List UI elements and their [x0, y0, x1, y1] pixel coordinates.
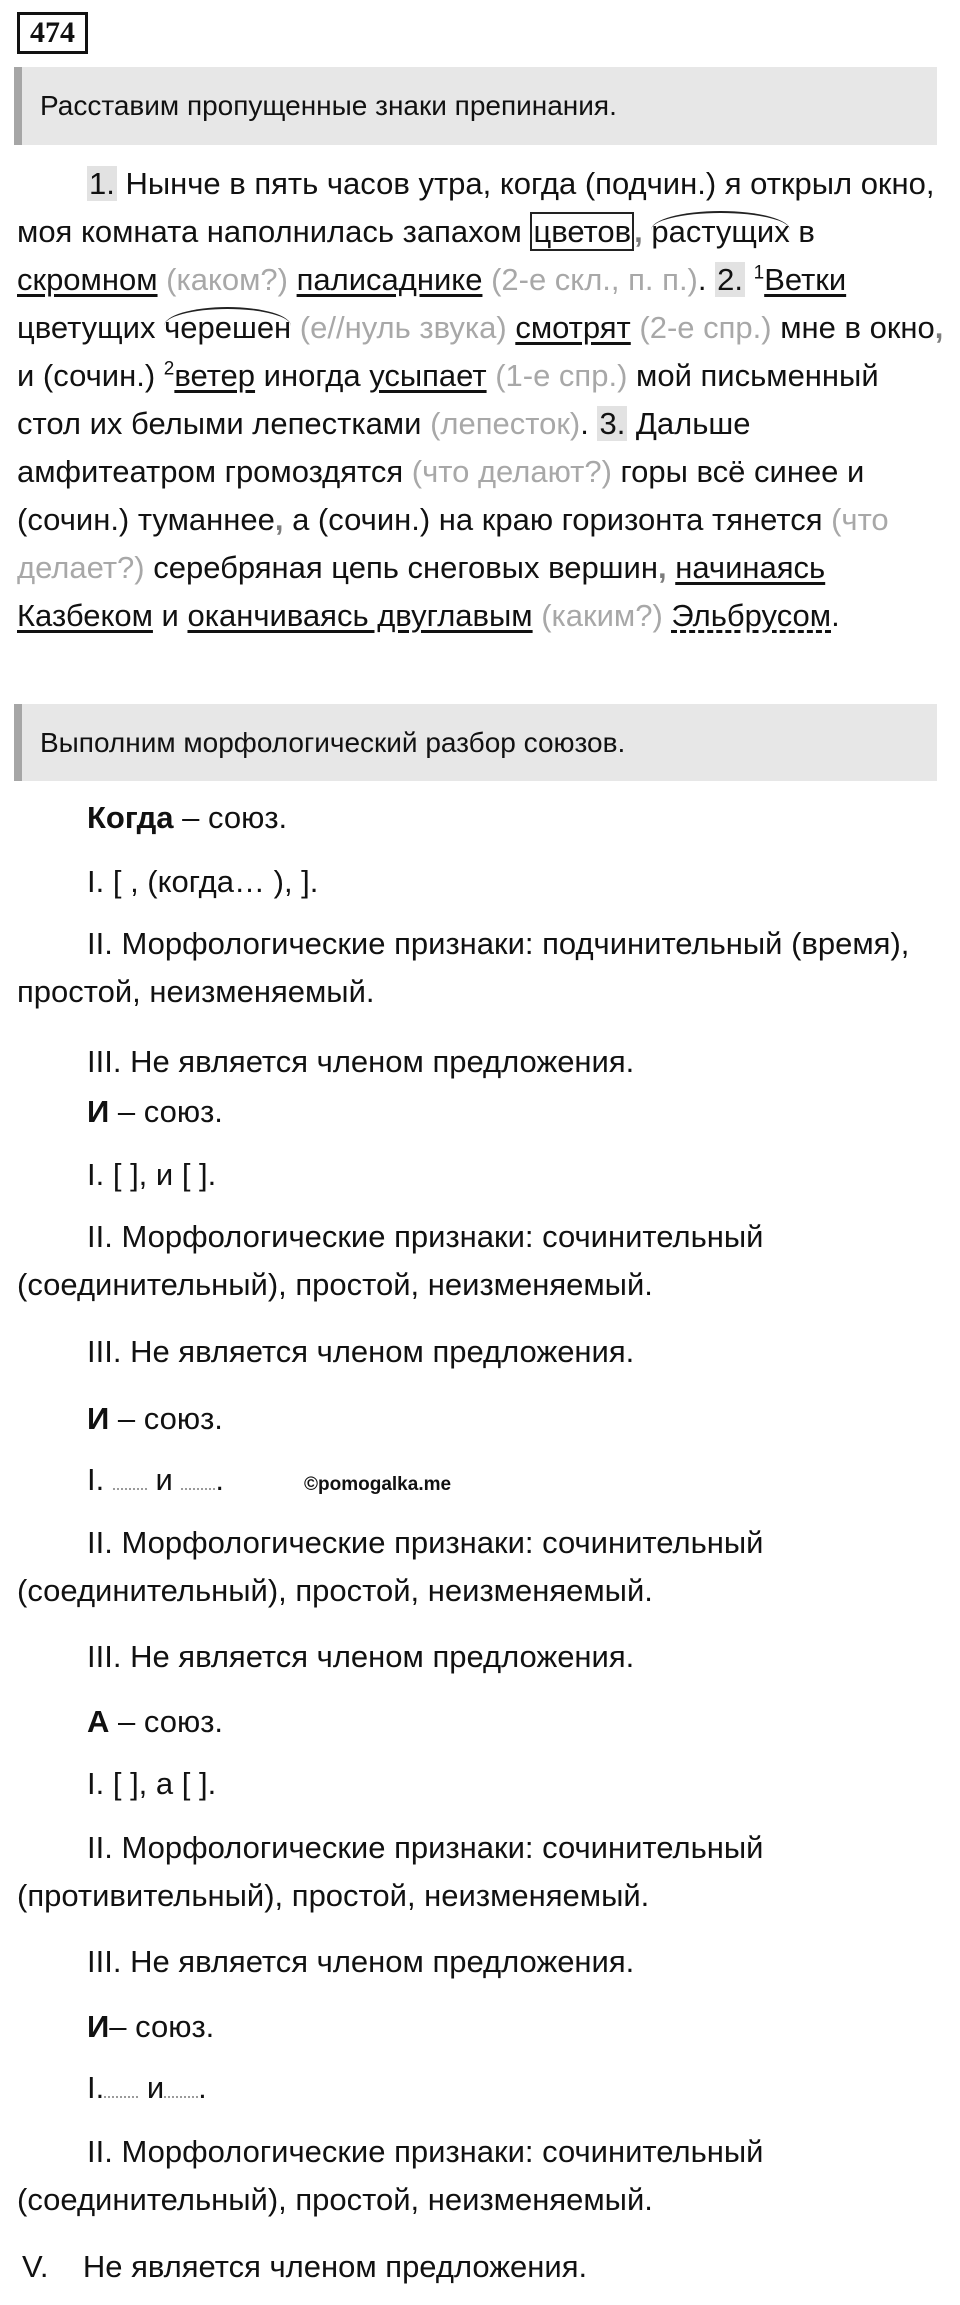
- text: и: [152, 598, 188, 633]
- word-rastushchih: растущих: [651, 211, 789, 249]
- conjunction-heading: [87, 2005, 214, 2049]
- section-banner-analysis: [14, 704, 937, 781]
- hint: (что делает?): [17, 502, 889, 585]
- sentence-number: 1.: [89, 166, 115, 201]
- text: – союз.: [109, 2009, 215, 2044]
- hint: (е//нуль звука): [291, 310, 516, 345]
- text: Дальше амфитеатром громоздятся: [17, 406, 751, 489]
- text: и: [146, 1462, 182, 1497]
- text: мой письменный стол их белыми лепестками: [17, 358, 879, 441]
- hint: (2-е скл., п. п.): [482, 262, 698, 297]
- text: мне в окно: [771, 310, 935, 345]
- text: I.: [87, 1462, 113, 1497]
- exercise-number: 474: [17, 12, 88, 54]
- text: – союз.: [109, 1704, 224, 1739]
- blank-placeholder: [113, 1466, 147, 1490]
- participle-phrase-2: оканчиваясь двуглавым: [187, 598, 533, 633]
- hint: (1-е спр.): [486, 358, 628, 393]
- text: Нынче в пять часов утра, когда (подчин.) я открыл окно, моя комната наполнилась запахом: [17, 166, 935, 249]
- analysis-line: III. Не является членом предложения.: [87, 1044, 635, 1079]
- text: – союз.: [109, 1094, 223, 1129]
- conjunction-heading: [87, 796, 287, 840]
- hint: (каком?): [157, 262, 297, 297]
- analysis-paragraph: [17, 920, 937, 1016]
- conjunction-word: И: [87, 2009, 110, 2044]
- text: – союз.: [109, 1401, 223, 1436]
- conjunction-word: А: [87, 1704, 110, 1739]
- analysis-line: [87, 1458, 451, 1507]
- text: серебряная цепь снеговых вершин: [144, 550, 658, 585]
- text: II. Морфологические признаки: сочинительный (соединительный), простой, неизменяемый.: [17, 2134, 764, 2217]
- hint: (каким?): [532, 598, 672, 633]
- conjunction-word: И: [87, 1401, 110, 1436]
- inserted-comma: ,: [274, 502, 284, 537]
- analysis-line: III. Не является членом предложения.: [87, 1334, 635, 1369]
- conjunction-heading: [87, 1397, 223, 1441]
- word-elbrusom: Эльбрусом: [671, 598, 832, 633]
- text: .: [831, 598, 840, 633]
- hint: (2-е спр.): [630, 310, 772, 345]
- text: – союз.: [173, 800, 288, 835]
- blank-placeholder: [104, 2074, 138, 2098]
- analysis-paragraph: [17, 1519, 937, 1615]
- word-smotryat: смотрят: [515, 310, 631, 345]
- inserted-comma: ,: [658, 550, 667, 585]
- word-usypaet: усыпает: [369, 358, 487, 393]
- sentence-number: 2.: [717, 262, 743, 297]
- blank-placeholder: [164, 2074, 198, 2098]
- analysis-line: I. [ ], а [ ].: [87, 1766, 217, 1801]
- superscript: 2: [163, 358, 175, 380]
- text: в: [789, 214, 815, 249]
- analysis-paragraph: [17, 1213, 937, 1309]
- analysis-line: III. Не является членом предложения.: [87, 1944, 635, 1979]
- text: II. Морфологические признаки: сочинительный (соединительный), простой, неизменяемый.: [17, 1525, 764, 1608]
- conjunction-word: И: [87, 1094, 110, 1129]
- analysis-line: [87, 2066, 207, 2110]
- conjunction-word: Когда: [87, 800, 174, 835]
- text: и: [138, 2070, 165, 2105]
- superscript: 1: [753, 262, 765, 284]
- text: горы всё синее и (сочин.) туманнее: [17, 454, 865, 537]
- word-cvetov: цветов: [530, 212, 634, 251]
- text: II. Морфологические признаки: сочинительный (противительный), простой, неизменяемый.: [17, 1830, 764, 1913]
- sentence-number: 3.: [599, 406, 626, 441]
- analysis-paragraph: [17, 2128, 937, 2224]
- banner-text: Выполним морфологический разбор союзов.: [40, 726, 626, 758]
- analysis-paragraph: [17, 1824, 937, 1920]
- analysis-line: I. [ , (когда… ), ].: [87, 864, 319, 899]
- text: иногда: [255, 358, 370, 393]
- word-skromnom: скромном: [17, 262, 158, 297]
- text: и (сочин.): [17, 358, 164, 393]
- hint: (что делают?): [411, 454, 612, 489]
- hint: (лепесток): [430, 406, 581, 441]
- text: а (сочин.) на краю горизонта тянется: [283, 502, 832, 537]
- word-chereshen: черешен: [164, 307, 291, 345]
- blank-placeholder: [181, 1466, 215, 1490]
- text: II. Морфологические признаки: сочинительный (соединительный), простой, неизменяемый.: [17, 1219, 764, 1302]
- text: II. Морфологические признаки: подчинительный (время), простой, неизменяемый.: [17, 926, 910, 1009]
- watermark: ©pomogalka.me: [304, 1474, 452, 1495]
- participle-phrase-1: начинаясь Казбеком: [17, 550, 826, 633]
- section-banner-punctuation: [14, 67, 937, 145]
- word-palisadnike: палисаднике: [296, 262, 483, 297]
- text: .: [215, 1462, 225, 1497]
- banner-text: Расставим пропущенные знаки препинания.: [40, 90, 617, 121]
- analysis-line: I. [ ], и [ ].: [87, 1157, 217, 1192]
- analysis-line: V. Не является членом предложения.: [22, 2249, 588, 2284]
- text: .: [198, 2070, 207, 2105]
- text: [667, 550, 676, 585]
- analysis-line: III. Не является членом предложения.: [87, 1639, 635, 1674]
- text: .: [697, 262, 716, 297]
- conjunction-heading: [87, 1090, 223, 1134]
- text: .: [580, 406, 598, 441]
- inserted-comma: ,: [634, 214, 643, 249]
- inserted-comma: ,: [934, 310, 944, 345]
- main-paragraph: [17, 160, 947, 640]
- word-veter: ветер: [174, 358, 256, 393]
- text: I.: [87, 2070, 105, 2105]
- conjunction-heading: [87, 1700, 223, 1744]
- word-vetki: Ветки: [764, 262, 847, 297]
- text: цветущих: [17, 310, 165, 345]
